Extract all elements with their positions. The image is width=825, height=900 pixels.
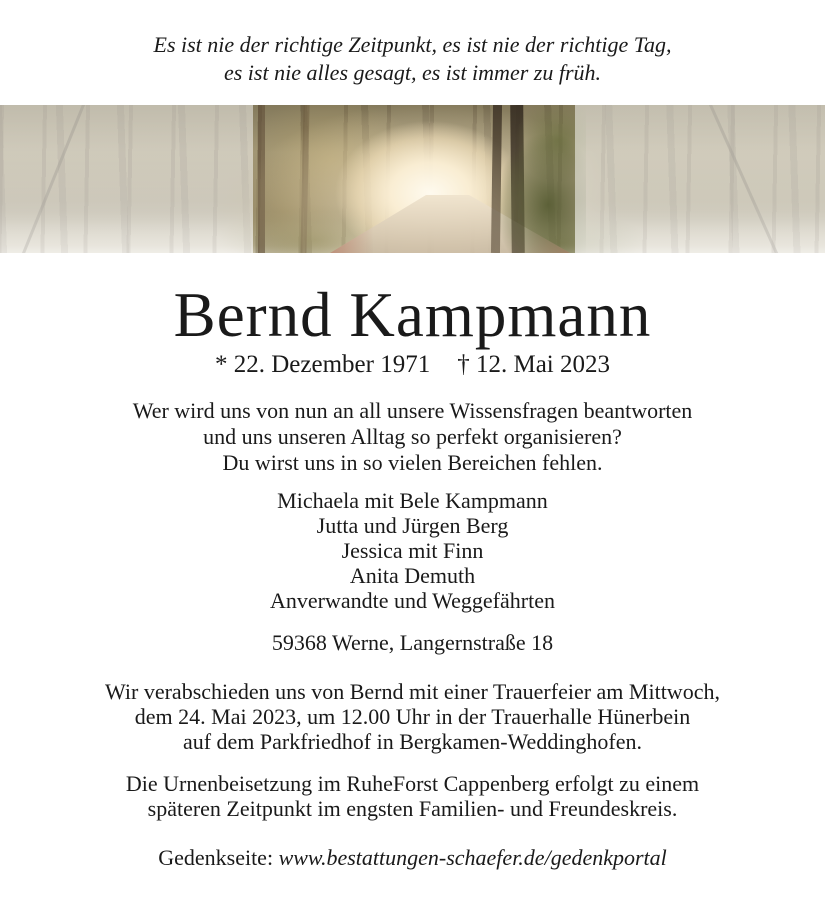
green-foliage	[500, 105, 586, 253]
tribute-line-3: Du wirst uns in so vielen Bereichen fehlen.	[222, 450, 603, 475]
quote-line-1: Es ist nie der richtige Zeitpunkt, es ist nie der richtige Tag,	[153, 32, 672, 57]
burial-line-1: Die Urnenbeisetzung im RuheForst Cappenberg erfolgt zu einem	[125, 771, 700, 796]
memorial-site-line	[0, 845, 825, 870]
mourner-name: Jutta und Jürgen Berg	[316, 513, 509, 538]
mourner-name: Anita Demuth	[349, 563, 476, 588]
tribute-line-2: und uns unseren Alltag so perfekt organisieren?	[203, 424, 622, 449]
life-dates	[0, 350, 825, 380]
photo-fade-left	[0, 105, 253, 253]
tribute-line-1: Wer wird uns von nun an all unsere Wissensfragen beantworten	[132, 398, 693, 423]
photo-fade-right	[575, 105, 825, 253]
memorial-url: www.bestattungen-schaefer.de/gedenkportal	[278, 845, 667, 870]
quote-line-2: es ist nie alles gesagt, es ist immer zu früh.	[223, 60, 602, 85]
intro-quote	[0, 0, 825, 87]
death-date: † 12. Mai 2023	[457, 351, 610, 378]
forest-path-photo	[0, 105, 825, 253]
burial-line-2: späteren Zeitpunkt im engsten Familien- und Freundeskreis.	[147, 796, 678, 821]
deceased-name: Bernd Kampmann	[173, 280, 652, 350]
funeral-info	[0, 679, 825, 754]
mourner-name: Anverwandte und Weggefährten	[270, 588, 555, 613]
funeral-line-3: auf dem Parkfriedhof in Bergkamen-Weddinghofen.	[182, 729, 643, 754]
birth-date: * 22. Dezember 1971	[215, 351, 431, 378]
address-line: 59368 Werne, Langernstraße 18	[271, 630, 554, 655]
mourners-list	[0, 488, 825, 613]
tribute-text	[0, 398, 825, 476]
funeral-line-1: Wir verabschieden uns von Bernd mit einer Trauerfeier am Mittwoch,	[105, 679, 720, 704]
memorial-label: Gedenkseite:	[158, 845, 274, 870]
burial-info	[0, 771, 825, 821]
funeral-line-2: dem 24. Mai 2023, um 12.00 Uhr in der Trauerhalle Hünerbein	[134, 704, 691, 729]
mourner-name: Jessica mit Finn	[341, 538, 484, 563]
mourner-name: Michaela mit Bele Kampmann	[277, 488, 548, 513]
